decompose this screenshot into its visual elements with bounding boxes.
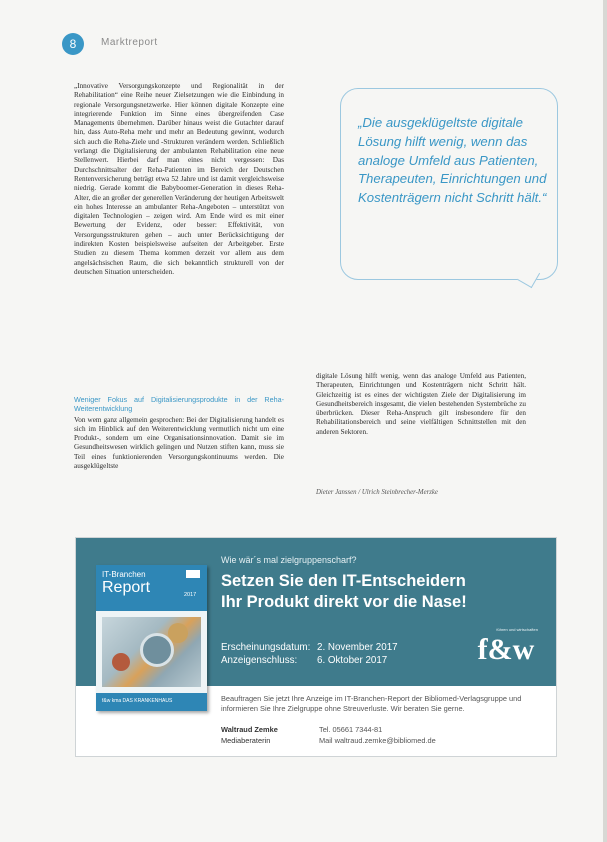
advertisement[interactable]: [75, 537, 557, 757]
contact-phone[interactable]: Tel. 05661 7344-81: [319, 725, 383, 734]
ad-body-text: Beauftragen Sie jetzt Ihre Anzeige im IT-Branchen-Report der Bibliomed-Verlagsgruppe und informieren Sie Ihre Zielgruppe ohne Streuverluste. Wir beraten Sie gerne.: [221, 694, 522, 713]
magazine-title-line1: IT-Branchen: [102, 570, 146, 579]
cover-gear-icon: [168, 623, 188, 643]
ad-headline-line1: Setzen Sie den IT-Entscheidern: [221, 572, 466, 590]
magazine-cover-footer: [96, 693, 207, 711]
article-column-right: [316, 372, 526, 439]
pull-quote-text: „Die ausgeklügeltste digitale Lösung hilft wenig, wenn das analoge Umfeld aus Patienten, Therapeuten, Einrichtungen und Kostenträgern nicht Schritt hält.“: [358, 115, 547, 206]
contact-name: Waltraud Zemke: [221, 725, 278, 734]
ad-kicker: Wie wär´s mal zielgruppenscharf?: [221, 555, 357, 565]
contact-email[interactable]: Mail waltraud.zemke@bibliomed.de: [319, 735, 436, 745]
page-number: 8: [62, 33, 84, 55]
publisher-logo: f&w: [477, 633, 535, 666]
publisher-logo-tagline: führen und wirtschaften: [496, 627, 538, 632]
article-column-left: [74, 82, 284, 279]
ad-headline-line2: Ihr Produkt direkt vor die Nase!: [221, 593, 467, 611]
page-edge: [603, 0, 607, 842]
ad-dates: [221, 641, 398, 667]
deadline-label: Anzeigenschluss:: [221, 655, 298, 666]
release-date-value: 2. November 2017: [317, 642, 398, 653]
section-title: Marktreport: [101, 37, 158, 48]
magazine-cover-image: [102, 617, 201, 687]
deadline-value: 6. Oktober 2017: [317, 655, 388, 666]
article-paragraph: Von wem ganz allgemein gesprochen: Bei der Digitalisierung handelt es sich im Hinblick auf den Weiterentwicklung vermutlich nicht um eine Produkt-, sondern um eine Organisationsinnovation. Damit sie im Gesundheitswesen wirklich gelingen und Nutzen stiften kann, muss sie Teil eines funktionierenden Versorgungskontinuums werden. Die ausgeklügeltste: [74, 415, 284, 471]
article-column-left-lower: [74, 395, 284, 473]
article-subheading: Weniger Fokus auf Digitalisierungsprodukte in der Reha-Weiterentwicklung: [74, 395, 284, 414]
magazine-publishers: f&w kma DAS KRANKENHAUS: [102, 698, 173, 704]
magazine-year: 2017: [184, 592, 197, 598]
article-author: Dieter Janssen / Ulrich Steinbrecher-Merzke: [316, 489, 438, 496]
magazine-title-line2: Report: [102, 579, 151, 596]
cover-gear-icon: [112, 653, 130, 671]
release-date-label: Erscheinungsdatum:: [221, 642, 311, 653]
magazine-brand-icon: [186, 570, 200, 578]
article-paragraph: „Innovative Versorgungskonzepte und Regionalität in der Rehabilitation“ eine Reihe neuer Zielsetzungen wie die Einbindung in regionale Versorgungsnetzwerke. Hier können digitale Konzepte eine integrierende Funktion im Sinne eines übergreifenden Case Managements übernehmen. Darüber hinaus weist die Gutachter darauf hin, dass Auto-Reha mehr und mehr an Bedeutung gewinnt, wodurch sich auch die Reha-Ziele und -Strukturen verändern werden. Schließlich verlangt die Digitalisierung der ambulanten Rehabilitation eine neue Stellenwert. Hierbei darf man eines nicht vergessen: Das Durchschnittsalter der Reha-Patienten im Bereich der Deutschen Rentenversicherung beträgt etwa 52 Jahre und ist damit vergleichsweise niedrig. Gerade kommt die Babyboomer-Generation in dieses Reha-Alter, die an großer der generellen Veränderung der heutigen Arbeitswelt ein hohes Interesse an ambulanter Reha-Angeboten – unterstützt von digitalen Technologien – zeigen wird. Am Ende wird es mit einer Bewertung der Evidenz, oder besser: Effektivität, von Versorgungsstrukturen gehen – auch unter Berücksichtigung der indirekten Kosten beispielsweise aufseiten der Arbeitgeber. Erste Studien zu diesem Thema kommen derzeit vor allem aus dem angelsächsischen Raum, die sich bekanntlich strukturell von der deutschen Situation unterscheiden.: [74, 82, 284, 276]
ad-headline: [221, 571, 546, 613]
article-paragraph: digitale Lösung hilft wenig, wenn das analoge Umfeld aus Patienten, Therapeuten, Einrichtungen und Kostenträgern nicht Schritt hält. Gleichzeitig ist es eines der wichtigsten Ziele der Digitalisierung im Gesundheitsbereich insgesamt, die vielen bestehenden Systembrüche zu überbrücken. Dieser Reha-Anspruch gilt insbesondere für den Rehabilitationsbereich und seine vielfältigen Schnittstellen mit den anderen Sektoren.: [316, 372, 526, 436]
contact-role: Mediaberaterin: [221, 735, 271, 745]
magazine-cover: [96, 565, 207, 711]
